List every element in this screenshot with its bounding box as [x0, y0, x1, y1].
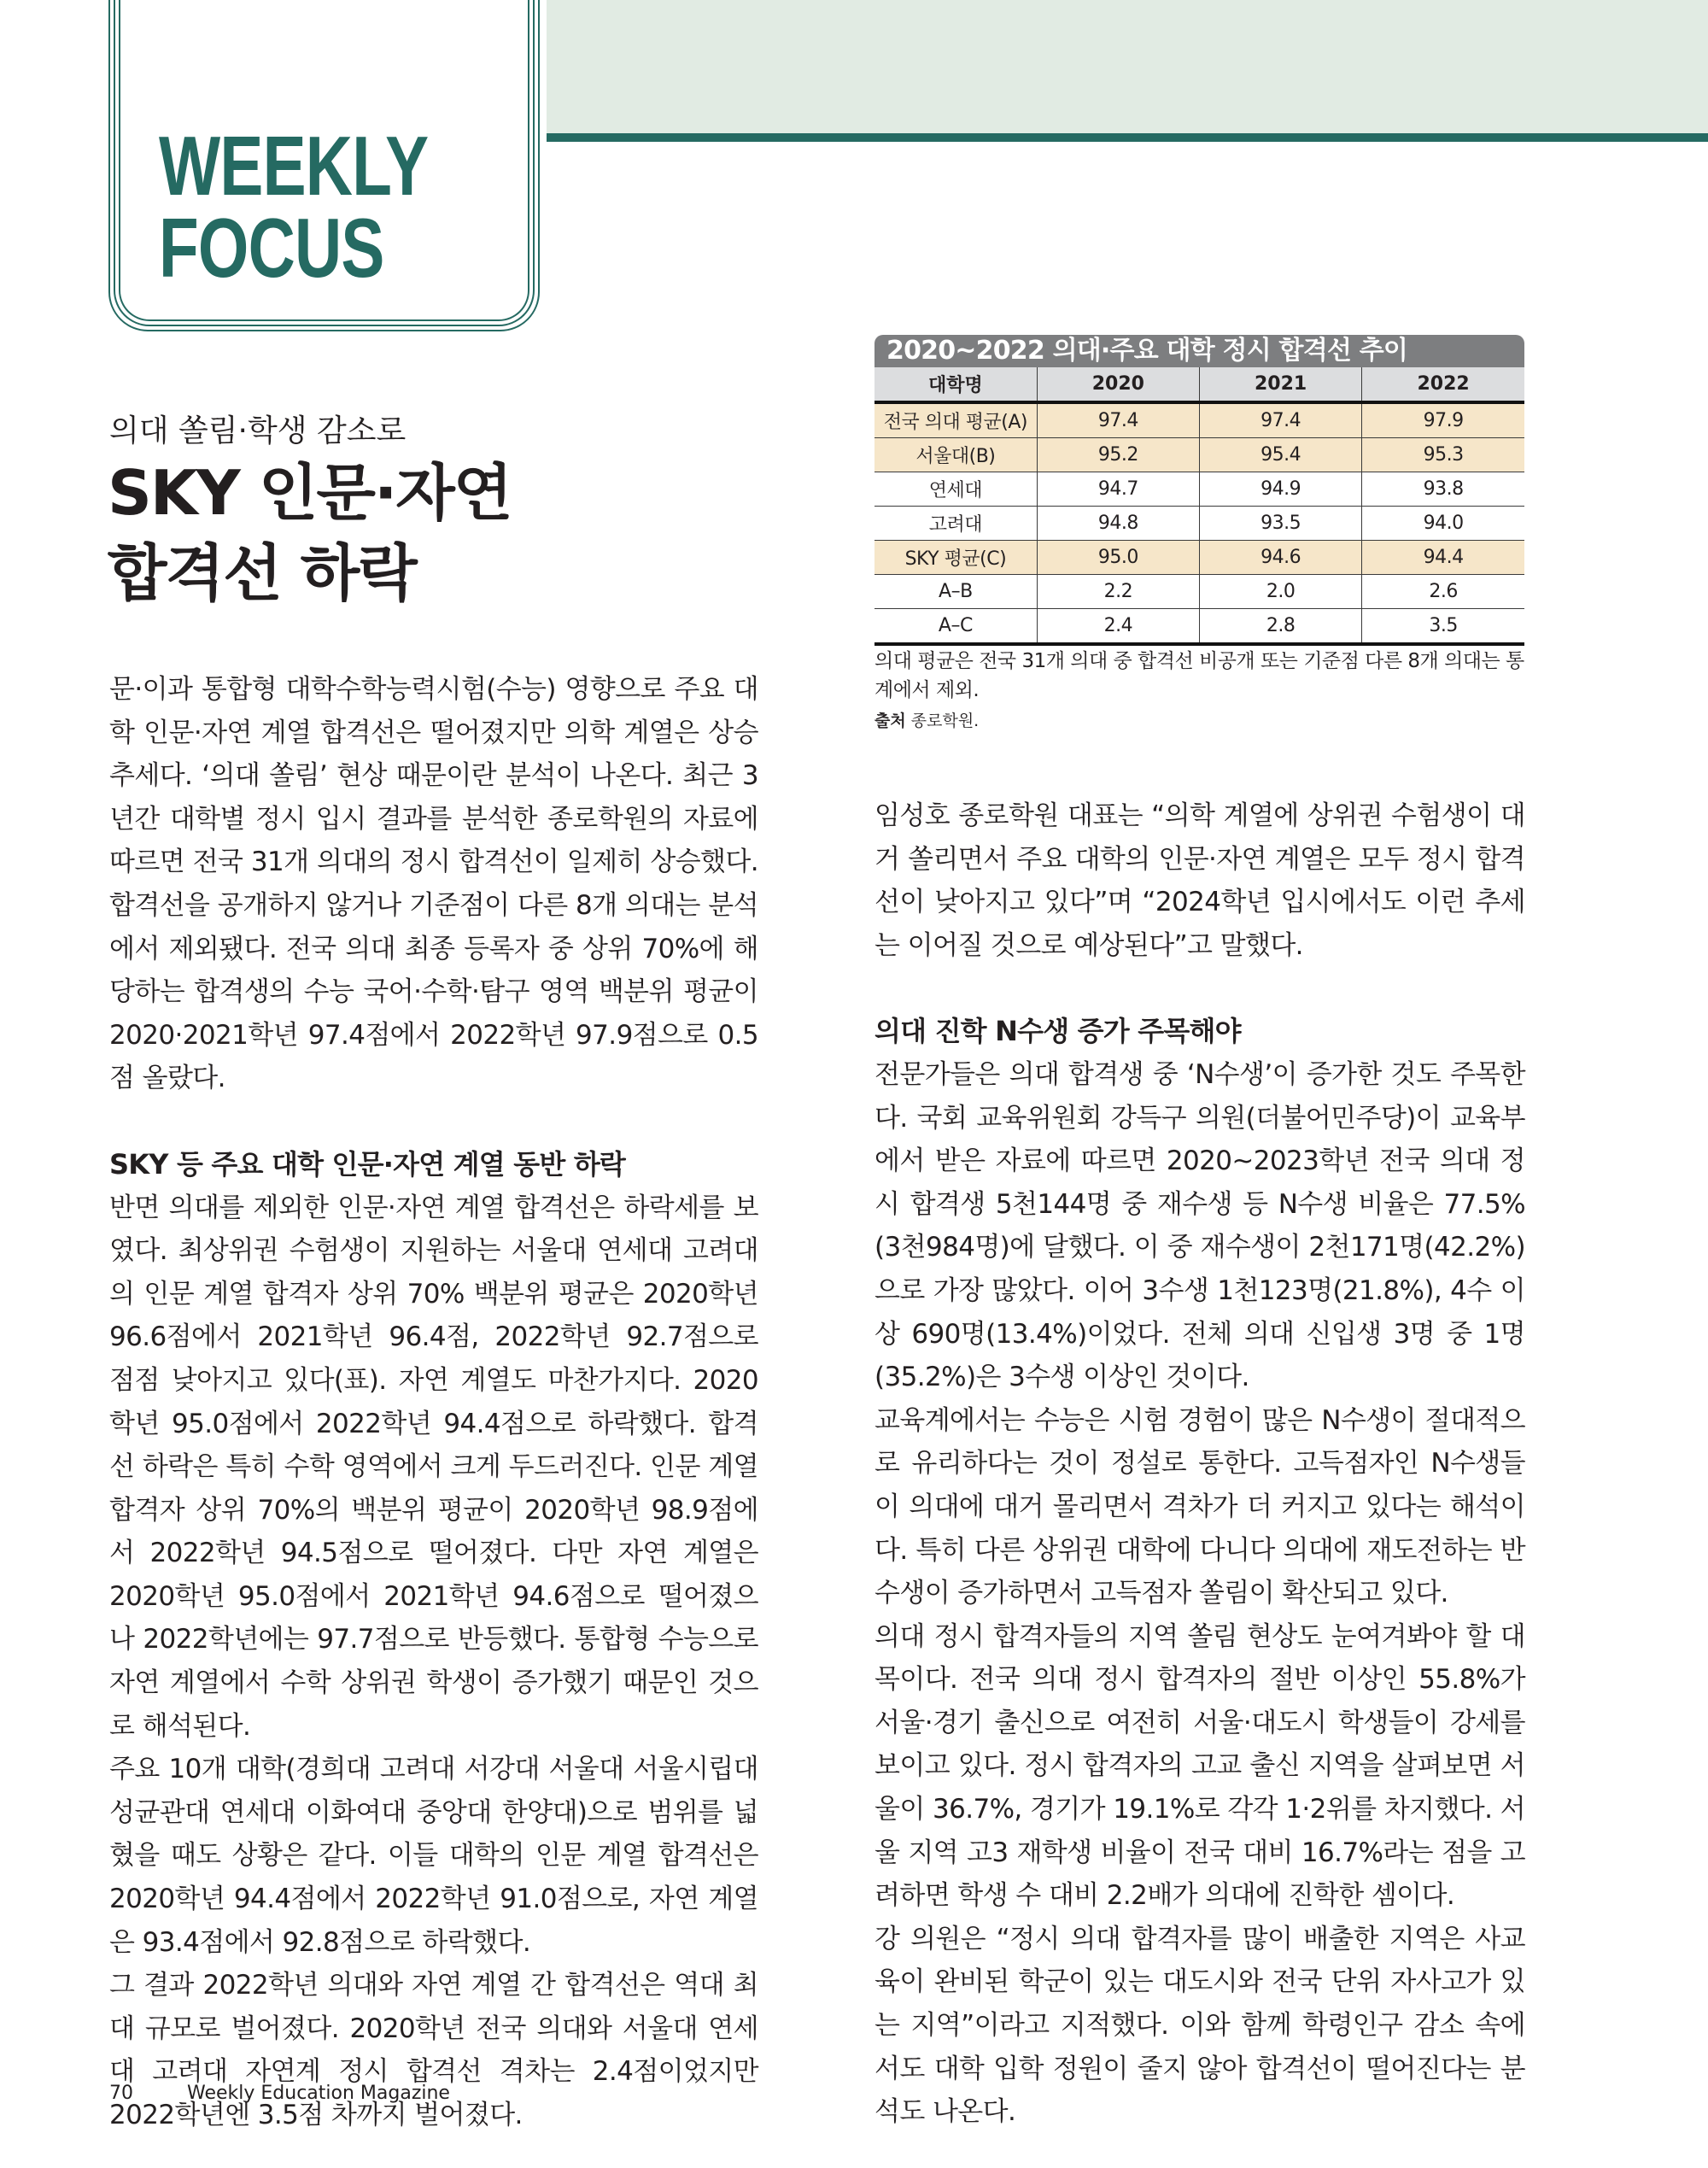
cell-2020: 2.4 — [1037, 609, 1199, 645]
source-label: 출처 — [874, 712, 906, 730]
table-row — [874, 541, 1524, 575]
body-paragraph: 반면 의대를 제외한 인문·자연 계열 합격선은 하락세를 보였다. 최상위권 수험생이 지원하는 서울대 연세대 고려대의 인문 계열 합격자 상위 70% 백분위 평균은 2020학년 96.6점에서 2021학년 96.4점, 2022학년 92.7점으로 점점 낮아지고 있다(표). 자연 계열도 마찬가지다. 2020학년 95.0점에서 2022학년 94.4점으로 하락했다. 합격선 하락은 특히 수학 영역에서 크게 두드러진다. 인문 계열 합격자 상위 70%의 백분위 평균이 2020학년 98.9점에서 2022학년 94.5점으로 떨어졌다. 다만 자연 계열은 2020학년 95.0점에서 2021학년 94.6점으로 떨어졌으나 2022학년에는 97.7점으로 반등했다. 통합형 수능으로 자연 계열에서 수학 상위권 학생이 증가했기 때문인 것으로 해석된다. — [109, 1192, 758, 1742]
row-label: 연세대 — [874, 472, 1037, 507]
row-label: SKY 평균(C) — [874, 541, 1037, 575]
table-row — [874, 438, 1524, 472]
table-row — [874, 609, 1524, 645]
row-label: 전국 의대 평균(A) — [874, 402, 1037, 438]
cell-2021: 94.9 — [1200, 472, 1362, 507]
intro-paragraph: 문·이과 통합형 대학수학능력시험(수능) 영향으로 주요 대학 인문·자연 계열 합격선은 떨어졌지만 의학 계열은 상승 추세다. ‘의대 쏠림’ 현상 때문이란 분석이 나온다. 최근 3년간 대학별 정시 입시 결과를 분석한 종로학원의 자료에 따르면 전국 31개 의대의 정시 합격선이 일제히 상승했다. 합격선을 공개하지 않거나 기준점이 다른 8개 의대는 분석에서 제외됐다. 전국 의대 최종 등록자 중 상위 70%에 해당하는 합격생의 수능 국어·수학·탐구 영역 백분위 평균이 2020·2021학년 97.4점에서 2022학년 97.9점으로 0.5점 올랐다. — [109, 674, 758, 1094]
cell-2021: 97.4 — [1200, 402, 1362, 438]
source-text: 종로학원. — [910, 712, 980, 730]
table-row — [874, 575, 1524, 609]
body-paragraph: 의대 정시 합격자들의 지역 쏠림 현상도 눈여겨봐야 할 대목이다. 전국 의대 정시 합격자의 절반 이상인 55.8%가 서울·경기 출신으로 여전히 서울·대도시 학생들이 강세를 보이고 있다. 정시 합격자의 고교 출신 지역을 살펴보면 서울이 36.7%, 경기가 19.1%로 각각 1·2위를 차지했다. 서울 지역 고3 재학생 비율이 전국 대비 16.7%라는 점을 고려하면 학생 수 대비 2.2배가 의대에 진학한 셈이다. — [874, 1620, 1525, 1912]
body-paragraph: 교육계에서는 수능은 시험 경험이 많은 N수생이 절대적으로 유리하다는 것이 정설로 통한다. 고득점자인 N수생들이 의대에 대거 몰리면서 격차가 더 커지고 있다는 해석이다. 특히 다른 상위권 대학에 다니다 의대에 재도전하는 반수생이 증가하면서 고득점자 쏠림이 확산되고 있다. — [874, 1404, 1525, 1609]
cell-2020: 95.2 — [1037, 438, 1199, 472]
cell-2021: 93.5 — [1200, 507, 1362, 541]
cell-2020: 97.4 — [1037, 402, 1199, 438]
cell-2022: 94.0 — [1362, 507, 1524, 541]
table-row — [874, 402, 1524, 438]
page-footer — [109, 2083, 450, 2104]
cell-2022: 97.9 — [1362, 402, 1524, 438]
table-title: 2020~2022 의대·주요 대학 정시 합격선 추이 — [874, 335, 1524, 367]
col-header-2022: 2022 — [1362, 367, 1524, 402]
col-header-2020: 2020 — [1037, 367, 1199, 402]
cell-2020: 94.7 — [1037, 472, 1199, 507]
right-column — [874, 794, 1525, 2134]
body-paragraph: 전문가들은 의대 합격생 중 ‘N수생’이 증가한 것도 주목한다. 국회 교육위원회 강득구 의원(더불어민주당)이 교육부에서 받은 자료에 따르면 2020~2023학년 전국 의대 정시 합격생 5천144명 중 재수생 등 N수생 비율은 77.5%(3천984명)에 달했다. 이 중 재수생이 2천171명(42.2%)으로 가장 많았다. 이어 3수생 1천123명(21.8%), 4수 이상 690명(13.4%)이었다. 전체 의대 신입생 3명 중 1명(35.2%)은 3수생 이상인 것이다. — [874, 1058, 1525, 1393]
cell-2021: 2.0 — [1200, 575, 1362, 609]
cell-2021: 94.6 — [1200, 541, 1362, 575]
cell-2020: 95.0 — [1037, 541, 1199, 575]
body-paragraph: 그 결과 2022학년 의대와 자연 계열 간 합격선은 역대 최대 규모로 벌어졌다. 2020학년 전국 의대와 서울대 연세대 고려대 자연계 정시 합격선 격차는 2.4점이었지만 2022학년엔 3.5점 차까지 벌어졌다. — [109, 1970, 758, 2130]
subhead-n-students: 의대 진학 N수생 증가 주목해야 — [874, 1015, 1241, 1048]
article-headline — [108, 453, 511, 613]
left-column — [109, 668, 758, 2137]
magazine-name: Weekly Education Magazine — [187, 2083, 450, 2104]
table-row — [874, 472, 1524, 507]
headline-line1: SKY 인문·자연 — [108, 457, 512, 529]
cell-2021: 2.8 — [1200, 609, 1362, 645]
table-row — [874, 507, 1524, 541]
col-header-university: 대학명 — [874, 367, 1037, 402]
cell-2022: 2.6 — [1362, 575, 1524, 609]
cell-2022: 94.4 — [1362, 541, 1524, 575]
body-paragraph: 임성호 종로학원 대표는 “의학 계열에 상위권 수험생이 대거 쏠리면서 주요 대학의 인문·자연 계열은 모두 정시 합격선이 낮아지고 있다”며 “2024학년 입시에서도 이런 추세는 이어질 것으로 예상된다”고 말했다. — [874, 800, 1525, 961]
cell-2022: 93.8 — [1362, 472, 1524, 507]
cutoff-table — [874, 335, 1524, 646]
cell-2020: 94.8 — [1037, 507, 1199, 541]
subhead-sky-decline: SKY 등 주요 대학 인문·자연 계열 동반 하락 — [109, 1147, 626, 1181]
table-header-row — [874, 367, 1524, 402]
top-accent-bar — [547, 133, 1708, 142]
body-paragraph: 주요 10개 대학(경희대 고려대 서강대 서울대 서울시립대 성균관대 연세대 이화여대 중앙대 한양대)으로 범위를 넓혔을 때도 상황은 같다. 이들 대학의 인문 계열 합격선은 2020학년 94.4점에서 2022학년 91.0점으로, 자연 계열은 93.4점에서 92.8점으로 하락했다. — [109, 1754, 758, 1958]
section-badge — [159, 119, 429, 295]
top-color-band — [547, 0, 1708, 133]
cell-2022: 3.5 — [1362, 609, 1524, 645]
spacer — [109, 1100, 758, 1143]
headline-line2: 합격선 하락 — [108, 537, 416, 609]
table-note: 의대 평균은 전국 31개 의대 중 합격선 비공개 또는 기준점 다른 8개 의대는 통계에서 제외. — [874, 650, 1524, 701]
row-label: A–B — [874, 575, 1037, 609]
page-number: 70 — [109, 2083, 133, 2104]
col-header-2021: 2021 — [1200, 367, 1362, 402]
table-source — [874, 708, 979, 731]
cutoff-data-table — [874, 367, 1524, 646]
body-paragraph: 강 의원은 “정시 의대 합격자를 많이 배출한 지역은 사교육이 완비된 학군이 있는 대도시와 전국 단위 자사고가 있는 지역”이라고 지적했다. 이와 함께 학령인구 감소 속에서도 대학 입학 정원이 줄지 않아 합격선이 떨어진다는 분석도 나온다. — [874, 1923, 1525, 2128]
row-label: A–C — [874, 609, 1037, 645]
row-label: 고려대 — [874, 507, 1037, 541]
spacer — [874, 967, 1525, 1010]
section-label-line2: FOCUS — [159, 201, 384, 295]
section-label-line1: WEEKLY — [159, 119, 429, 213]
cell-2021: 95.4 — [1200, 438, 1362, 472]
article-kicker: 의대 쏠림·학생 감소로 — [109, 413, 407, 448]
row-label: 서울대(B) — [874, 438, 1037, 472]
cell-2020: 2.2 — [1037, 575, 1199, 609]
cell-2022: 95.3 — [1362, 438, 1524, 472]
